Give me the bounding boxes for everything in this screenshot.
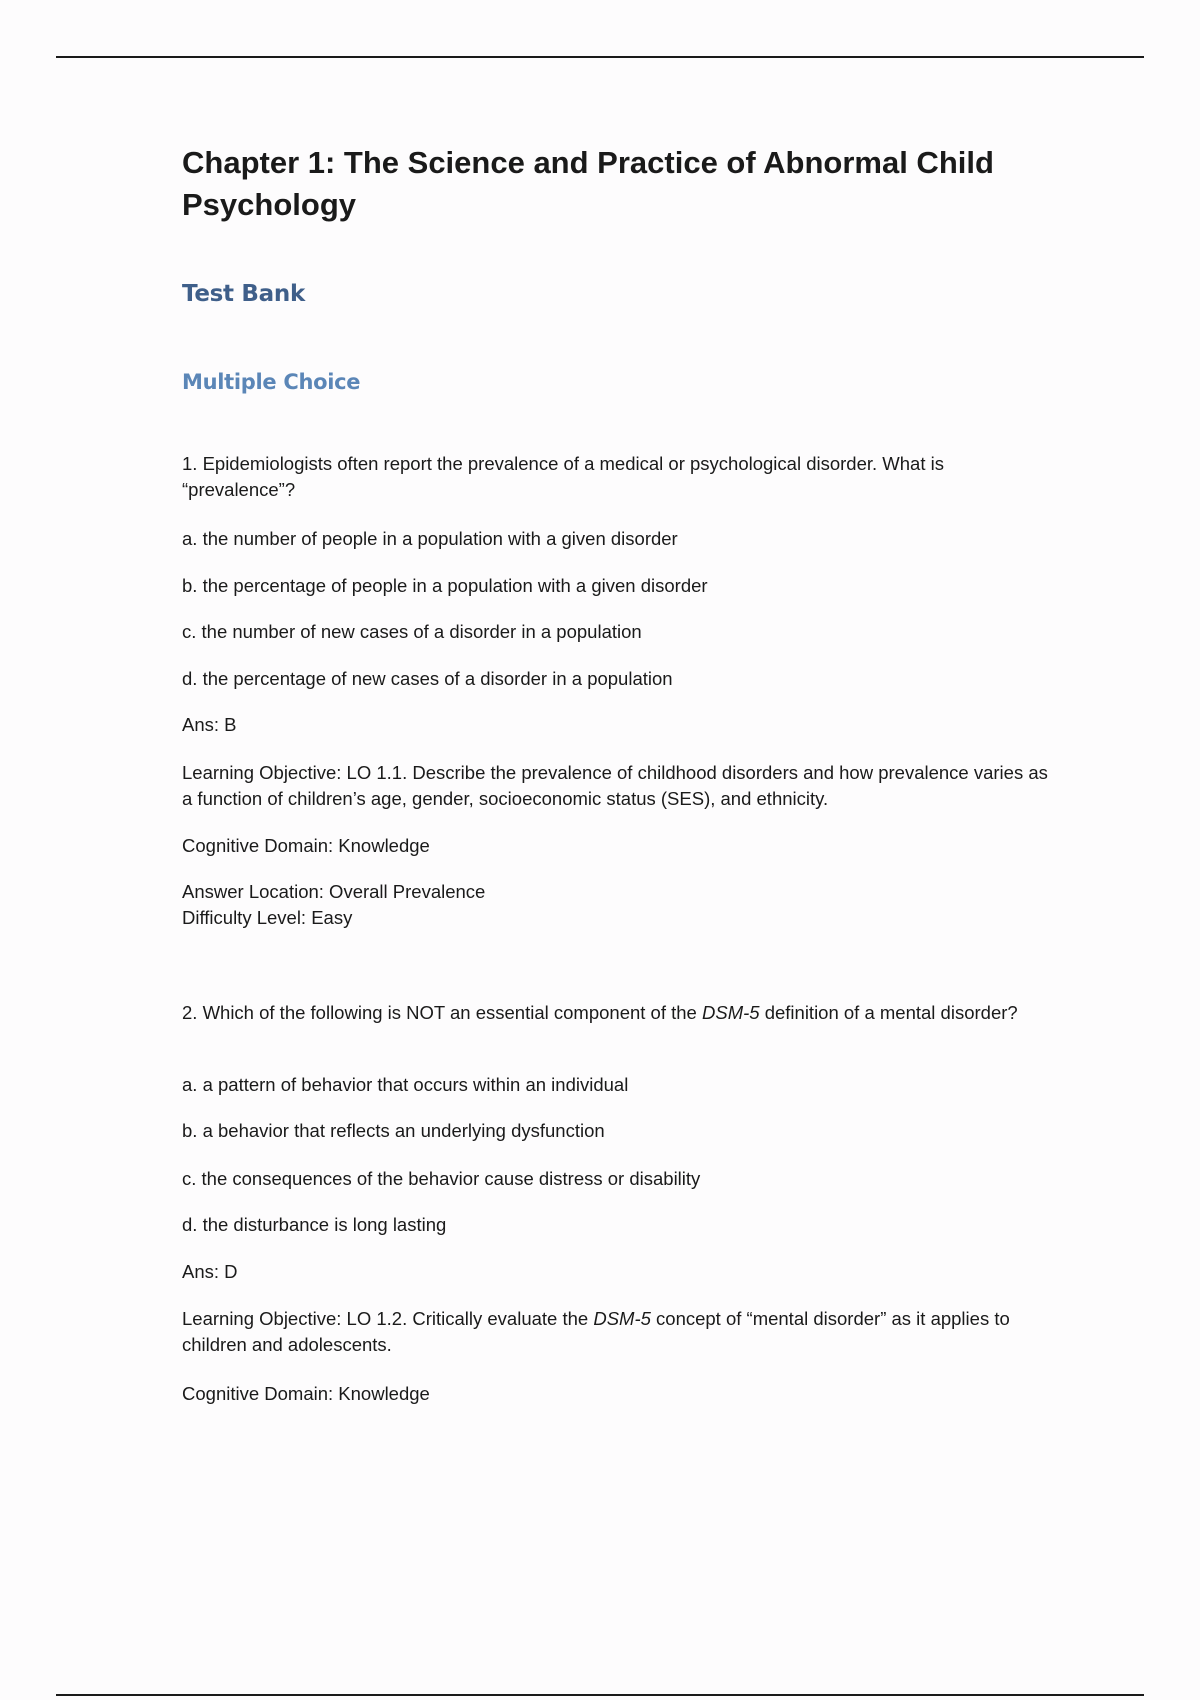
question-2-cognitive-domain: Cognitive Domain: Knowledge (182, 1383, 430, 1404)
question-1-stem: 1. Epidemiologists often report the prevalence of a medical or psychological disorder. What is “prevalence”? (182, 453, 944, 500)
question-2-option-c: c. the consequences of the behavior cause distress or disability (182, 1168, 701, 1189)
question-1-option-a: a. the number of people in a population with a given disorder (182, 528, 678, 549)
question-1-answer-location: Answer Location: Overall Prevalence (182, 881, 486, 902)
question-2-lo-dsm: DSM-5 (593, 1308, 651, 1329)
question-2-stem (182, 1000, 1062, 1026)
question-1-cognitive-domain: Cognitive Domain: Knowledge (182, 835, 430, 856)
question-1-learning-objective: Learning Objective: LO 1.1. Describe the prevalence of childhood disorders and how prevalence varies as a function of children’s age, gender, socioeconomic status (SES), and ethnicity. (182, 762, 1048, 809)
question-1-option-c: c. the number of new cases of a disorder in a population (182, 621, 642, 642)
subsection-heading-multiple-choice: Multiple Choice (182, 370, 361, 394)
question-1-answer: Ans: B (182, 714, 237, 735)
question-2-answer: Ans: D (182, 1261, 238, 1282)
question-2-option-a: a. a pattern of behavior that occurs within an individual (182, 1074, 629, 1095)
question-2-stem-dsm: DSM-5 (702, 1002, 760, 1023)
section-heading-test-bank: Test Bank (182, 281, 305, 307)
header-rule (56, 56, 1144, 58)
question-1-option-b: b. the percentage of people in a population with a given disorder (182, 575, 708, 596)
question-2-stem-start: 2. Which of the following is NOT an essential component of the (182, 1002, 702, 1023)
footer-rule (56, 1694, 1144, 1696)
question-2-lo-start: Learning Objective: LO 1.2. Critically evaluate the (182, 1308, 594, 1329)
question-2-lo-end: concept of “mental disorder” as it applies to children and adolescents. (182, 1308, 1010, 1355)
question-2-option-b: b. a behavior that reflects an underlying dysfunction (182, 1120, 605, 1141)
chapter-title: Chapter 1: The Science and Practice of Abnormal Child Psychology (182, 145, 994, 222)
question-2-learning-objective (182, 1306, 1062, 1358)
question-1-difficulty: Difficulty Level: Easy (182, 907, 353, 928)
question-1-option-d: d. the percentage of new cases of a disorder in a population (182, 668, 673, 689)
question-2-option-d: d. the disturbance is long lasting (182, 1214, 447, 1235)
question-2-stem-end: definition of a mental disorder? (759, 1002, 1018, 1023)
